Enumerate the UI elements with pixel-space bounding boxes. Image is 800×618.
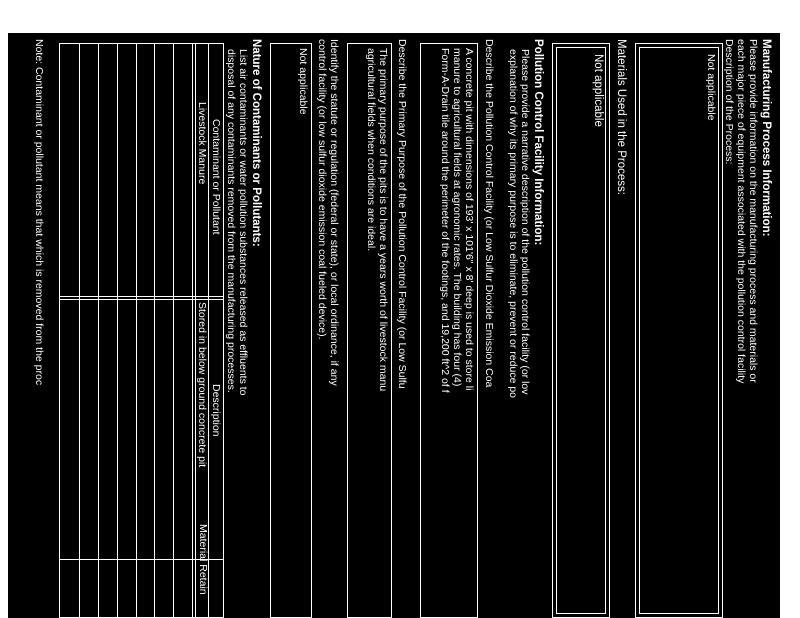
describe-facility-box (420, 43, 478, 618)
materials-answer-box (552, 43, 610, 618)
purpose-line-1: The primary purpose of the pits is to have a years worth of livestock manu (377, 48, 389, 392)
table-cell-contaminant: Livestock Manure (196, 102, 208, 185)
process-answer: Not applicable (705, 54, 717, 121)
describe-line-1: A concrete pit with dimensions of 193' x 101'6" x 8' deep is used to store li (463, 48, 475, 391)
pollution-intro (507, 49, 531, 398)
statute-label (316, 39, 340, 386)
statute-box (270, 43, 312, 618)
purpose-box (347, 43, 392, 618)
manufacturing-heading: Manufacturing Process Information: (760, 39, 772, 237)
pollution-line-2: explanation of why its primary purpose is to eliminate, prevent or reduce po (507, 49, 519, 399)
manufacturing-line-1: Please provide information on the manufacturing process and materials or (747, 39, 759, 383)
pollution-heading: Pollution Control Facility Information: (532, 39, 544, 246)
statute-line-2: control facility (or low sulfur dioxide emission coal fueled device). (316, 39, 328, 340)
scanned-page (8, 33, 780, 618)
purpose-answer (365, 48, 389, 391)
note-text: Note: Contaminant or pollutant means that which is removed from the proc (33, 39, 45, 386)
statute-answer: Not applicable (297, 48, 309, 115)
table-header-contaminant: Contaminant or Pollutant (210, 119, 222, 235)
process-answer-box (635, 43, 723, 618)
purpose-line-2: agricultural fields when conditions are ideal. (365, 48, 377, 252)
contaminants-line-1: List air contaminants or water pollution substances released as effluents to (237, 49, 249, 396)
contaminants-table (59, 43, 224, 618)
describe-line-3: Form-A-Drain tile around the perimeter of the footings, and 19,200 ft^2 of f (439, 48, 451, 393)
manufacturing-intro (723, 39, 759, 383)
contaminants-line-2: disposal of any contaminants removed from the manufacturing processes. (225, 49, 237, 393)
contaminants-intro (225, 49, 249, 396)
describe-facility-answer (439, 48, 475, 393)
statute-line-1: Identify the statute or regulation (federal or state), or local ordinance, if any (328, 39, 340, 386)
pollution-line-1: Please provide a narrative description of the pollution control facility (or lov (519, 49, 531, 395)
table-cell-description: Stored in below ground concrete pit (196, 302, 208, 468)
table-header-description: Description (210, 384, 222, 437)
describe-facility-label: Describe the Pollution Control Facility (or Low Sulfur Dioxide Emission Coa (483, 39, 495, 388)
manufacturing-line-2: each major piece of equipment associated with the pollution control facility (735, 39, 747, 384)
materials-answer: Not applicable (592, 54, 604, 127)
describe-line-2: manure to agricultural fields at agronomic rates. The building has four (4) (451, 48, 463, 387)
manufacturing-line-3: Description of the Process: (723, 39, 735, 165)
table-header-material: Material Retain (197, 524, 209, 595)
contaminants-heading: Nature of Contaminants or Pollutants: (250, 39, 262, 247)
purpose-label: Describe the Primary Purpose of the Pollution Control Facility (or Low Sulfu (396, 39, 408, 389)
materials-label: Materials Used in the Process: (615, 39, 627, 195)
rotated-document (8, 33, 780, 618)
